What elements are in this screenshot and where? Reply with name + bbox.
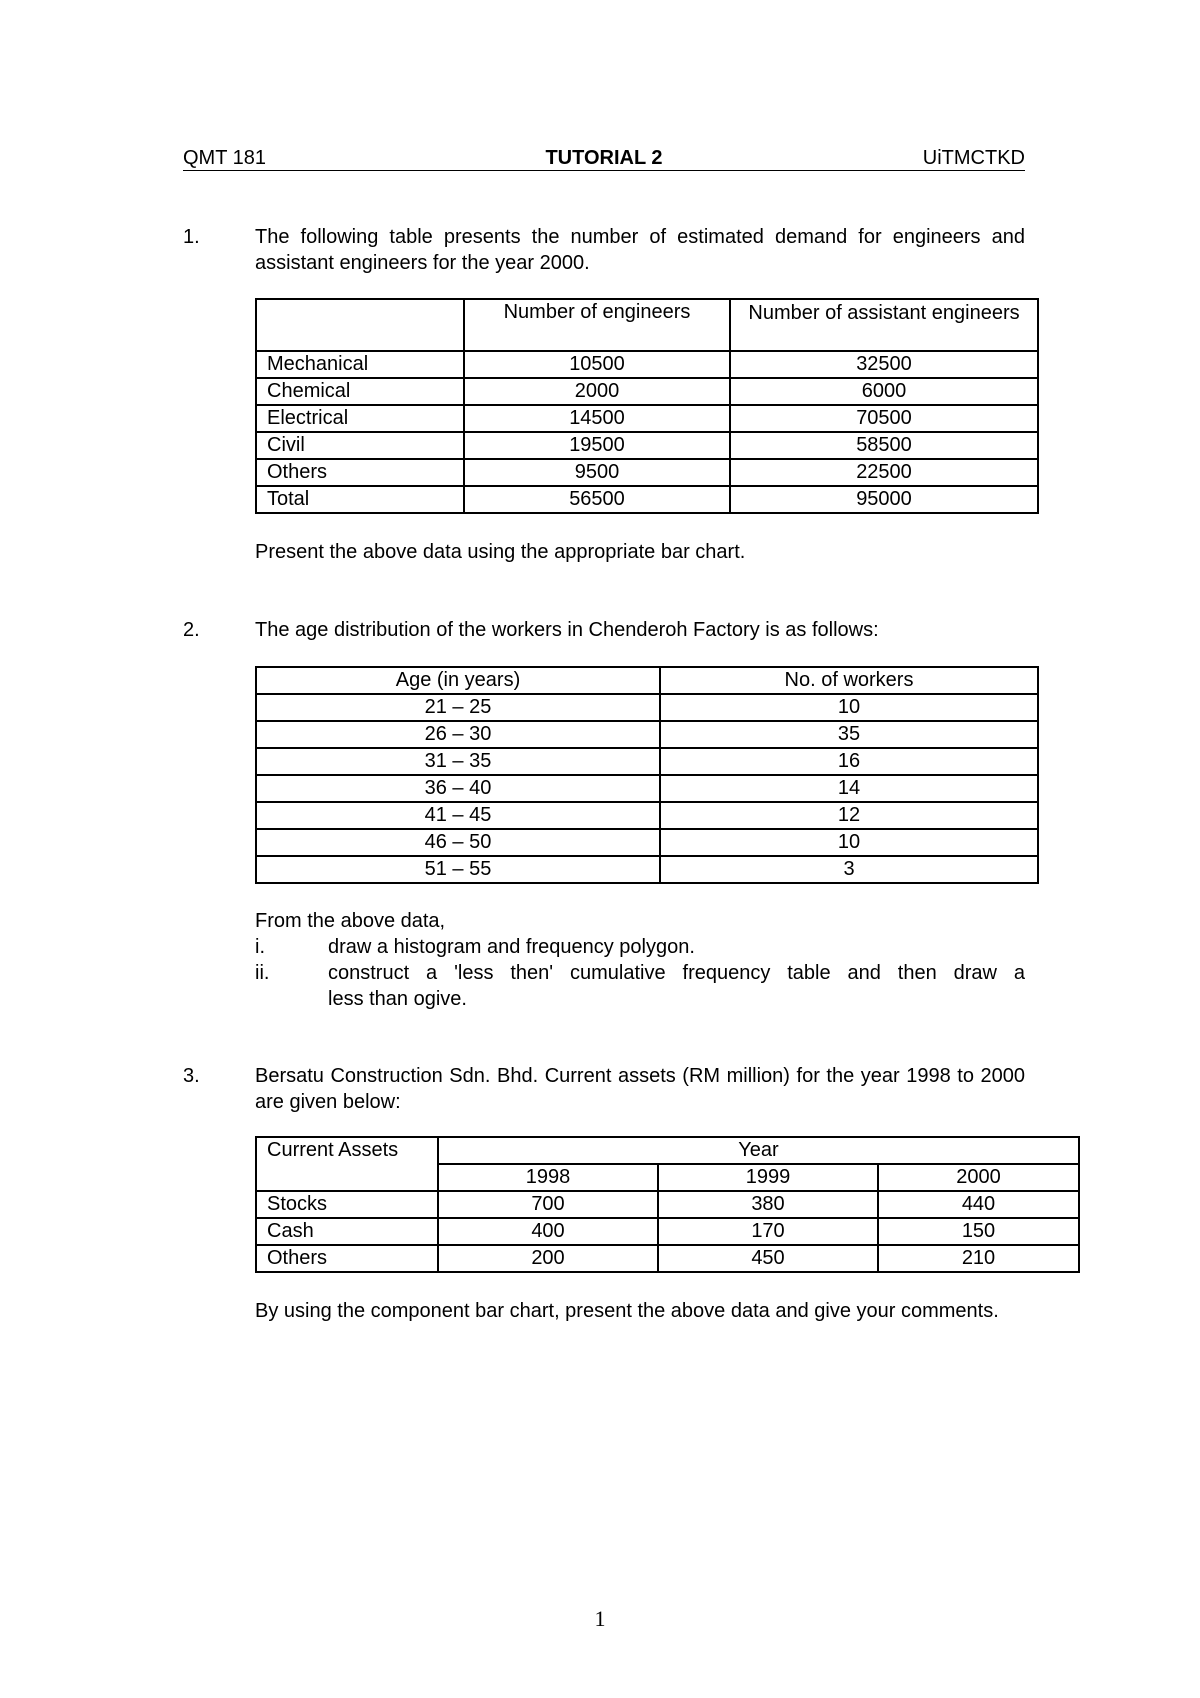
part-ii-label: ii.	[255, 962, 270, 984]
table-row	[256, 721, 1038, 748]
table-cell: Stocks	[256, 1191, 438, 1218]
table-cell: 70500	[730, 405, 1038, 432]
table-header-cell: 1999	[658, 1164, 878, 1191]
table-cell: 31 – 35	[256, 748, 660, 775]
question-1-text: The following table presents the number of estimated demand for engineers and assistant engineers for the year 2000.	[255, 226, 1025, 274]
table-row	[256, 459, 1038, 486]
part-ii-text-line1: construct a 'less then' cumulative frequency table and then draw a	[328, 962, 1025, 984]
table-header-cell	[256, 299, 464, 351]
course-code: QMT 181	[183, 147, 266, 169]
part-i-label: i.	[255, 936, 265, 958]
question-2-lead: From the above data,	[255, 910, 446, 932]
table-row	[256, 802, 1038, 829]
table-row	[256, 486, 1038, 513]
table-row	[256, 775, 1038, 802]
table-cell: Electrical	[256, 405, 464, 432]
age-distribution-table	[255, 666, 1039, 884]
current-assets-table	[255, 1136, 1080, 1273]
question-2-number: 2.	[183, 619, 200, 641]
page-header	[183, 146, 1025, 171]
table-row	[256, 1218, 1079, 1245]
document-title: TUTORIAL 2	[545, 147, 663, 169]
page-number: 1	[594, 1606, 606, 1631]
table-row	[256, 829, 1038, 856]
table-cell: 12	[660, 802, 1038, 829]
table-header-cell: No. of workers	[660, 667, 1038, 694]
table-cell: 400	[438, 1218, 658, 1245]
table-cell: 170	[658, 1218, 878, 1245]
table-cell: Others	[256, 1245, 438, 1272]
table-header-cell: 1998	[438, 1164, 658, 1191]
table-row	[256, 378, 1038, 405]
part-ii-text-line2: less than ogive.	[328, 988, 467, 1010]
table-cell: 200	[438, 1245, 658, 1272]
table-cell: 41 – 45	[256, 802, 660, 829]
table-cell: 32500	[730, 351, 1038, 378]
table-cell: 21 – 25	[256, 694, 660, 721]
table-cell: 51 – 55	[256, 856, 660, 883]
table-header-row	[256, 1137, 1079, 1164]
table-header-cell: Number of assistant engineers	[730, 299, 1038, 351]
institution: UiTMCTKD	[922, 147, 1025, 169]
table-group-header: Year	[438, 1137, 1079, 1164]
table-header-cell: 2000	[878, 1164, 1079, 1191]
question-3-text: Bersatu Construction Sdn. Bhd. Current assets (RM million) for the year 1998 to 2000 are given below:	[255, 1065, 1025, 1113]
table-row	[256, 432, 1038, 459]
table-cell: 10	[660, 694, 1038, 721]
table-cell: 3	[660, 856, 1038, 883]
table-cell: 450	[658, 1245, 878, 1272]
table-cell: 16	[660, 748, 1038, 775]
table-cell: 46 – 50	[256, 829, 660, 856]
table-row	[256, 351, 1038, 378]
table-corner-cell: Current Assets	[256, 1137, 438, 1191]
table-cell: Others	[256, 459, 464, 486]
table-cell: Total	[256, 486, 464, 513]
table-cell: 14500	[464, 405, 730, 432]
table-cell: 56500	[464, 486, 730, 513]
table-cell: 10	[660, 829, 1038, 856]
question-1-number: 1.	[183, 226, 200, 248]
table-row	[256, 405, 1038, 432]
table-cell: Civil	[256, 432, 464, 459]
table-cell: 380	[658, 1191, 878, 1218]
table-cell: 2000	[464, 378, 730, 405]
table-cell: 440	[878, 1191, 1079, 1218]
table-cell: 700	[438, 1191, 658, 1218]
table-header-cell: Age (in years)	[256, 667, 660, 694]
part-i-text: draw a histogram and frequency polygon.	[328, 936, 695, 958]
table-header-row	[256, 299, 1038, 351]
engineers-table	[255, 298, 1039, 514]
table-cell: 9500	[464, 459, 730, 486]
table-cell: 14	[660, 775, 1038, 802]
table-cell: Chemical	[256, 378, 464, 405]
table-cell: 150	[878, 1218, 1079, 1245]
question-2-text: The age distribution of the workers in Chenderoh Factory is as follows:	[255, 619, 879, 641]
table-cell: 58500	[730, 432, 1038, 459]
table-row	[256, 694, 1038, 721]
table-cell: 35	[660, 721, 1038, 748]
table-cell: 6000	[730, 378, 1038, 405]
table-cell: Cash	[256, 1218, 438, 1245]
question-1-instruction: Present the above data using the appropriate bar chart.	[255, 541, 746, 563]
table-header-row	[256, 667, 1038, 694]
question-3-number: 3.	[183, 1065, 200, 1087]
table-row	[256, 1245, 1079, 1272]
table-row	[256, 856, 1038, 883]
table-cell: 19500	[464, 432, 730, 459]
table-cell: 26 – 30	[256, 721, 660, 748]
table-cell: Mechanical	[256, 351, 464, 378]
table-cell: 22500	[730, 459, 1038, 486]
table-cell: 210	[878, 1245, 1079, 1272]
table-row	[256, 1191, 1079, 1218]
question-3-instruction: By using the component bar chart, present the above data and give your comments.	[255, 1300, 999, 1322]
table-cell: 36 – 40	[256, 775, 660, 802]
table-cell: 95000	[730, 486, 1038, 513]
table-row	[256, 748, 1038, 775]
table-cell: 10500	[464, 351, 730, 378]
table-header-cell: Number of engineers	[464, 299, 730, 351]
